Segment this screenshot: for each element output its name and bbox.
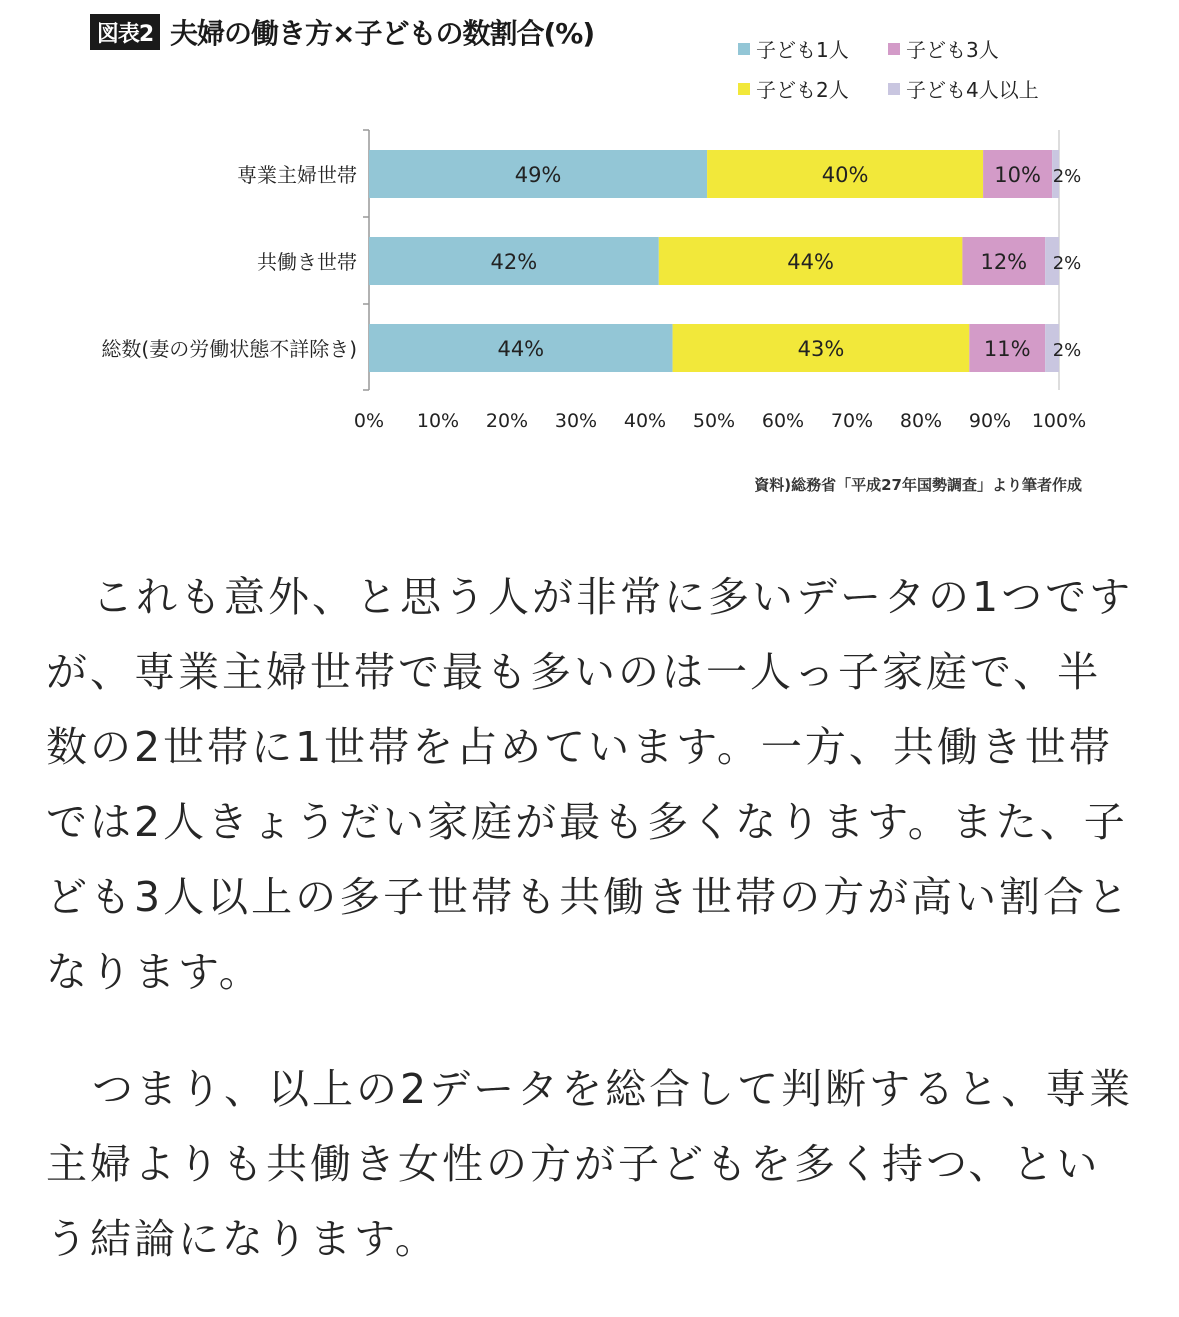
- stacked-bar-chart: [0, 0, 1179, 470]
- data-label: 49%: [514, 163, 562, 187]
- category-label: 専業主婦世帯: [237, 163, 357, 187]
- category-label: 総数(妻の労働状態不詳除き): [101, 337, 357, 361]
- figure-badge: 図表2: [90, 14, 160, 50]
- article-paragraph-1: これも意外、と思う人が非常に多いデータの1つですが、専業主婦世帯で最も多いのは一人っ子家庭で、半数の2世帯に1世帯を占めています。一方、共働き世帯では2人きょうだい家庭が最も多くなります。また、子ども3人以上の多子世帯も共働き世帯の方が高い割合となります。: [46, 573, 1134, 996]
- legend-label: 子ども3人: [906, 38, 999, 62]
- x-tick-label: 10%: [416, 410, 460, 432]
- data-label: 2%: [1052, 253, 1082, 274]
- chart-figure: [0, 0, 1179, 520]
- legend-label: 子ども1人: [756, 38, 849, 62]
- x-tick-label: 100%: [1031, 410, 1087, 432]
- data-label: 42%: [490, 250, 538, 274]
- x-tick-label: 40%: [623, 410, 667, 432]
- data-label: 12%: [980, 250, 1028, 274]
- x-tick-label: 50%: [692, 410, 736, 432]
- data-label: 43%: [797, 337, 845, 361]
- article-paragraph-2: つまり、以上の2データを総合して判断すると、専業主婦よりも共働き女性の方が子どもを多く持つ、という結論になります。: [46, 1065, 1134, 1263]
- chart-title: 夫婦の働き方×子どもの数割合(%): [170, 17, 595, 50]
- data-label: 2%: [1052, 166, 1082, 187]
- x-tick-label: 0%: [353, 410, 385, 432]
- data-label: 11%: [983, 337, 1031, 361]
- x-tick-label: 20%: [485, 410, 529, 432]
- x-tick-label: 60%: [761, 410, 805, 432]
- data-label: 10%: [994, 163, 1041, 187]
- legend-label: 子ども2人: [756, 78, 849, 102]
- data-label: 2%: [1052, 340, 1082, 361]
- x-tick-label: 70%: [830, 410, 874, 432]
- chart-source-note: 資料)総務省「平成27年国勢調査」より筆者作成: [754, 476, 1082, 494]
- legend-label: 子ども4人以上: [906, 78, 1039, 102]
- category-label: 共働き世帯: [257, 250, 357, 274]
- x-tick-label: 80%: [899, 410, 943, 432]
- x-tick-label: 90%: [968, 410, 1012, 432]
- data-label: 44%: [787, 250, 834, 274]
- x-tick-label: 30%: [554, 410, 598, 432]
- data-label: 44%: [497, 337, 545, 361]
- data-label: 40%: [821, 163, 869, 187]
- article-body: [0, 560, 1179, 1277]
